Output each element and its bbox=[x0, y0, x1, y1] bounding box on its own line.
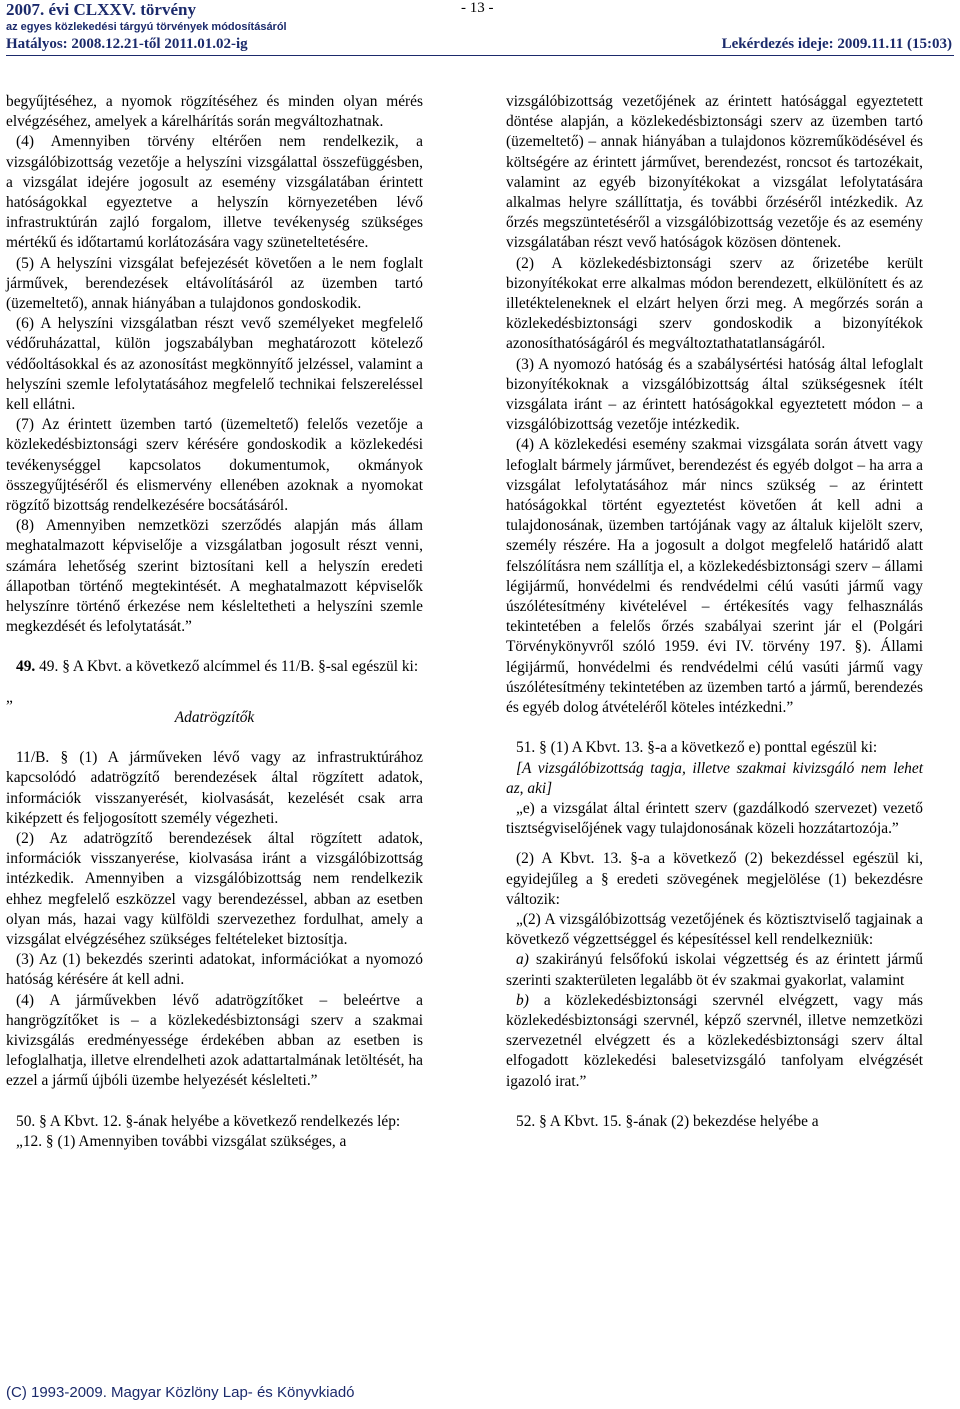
section-52: 52. § A Kbvt. 15. §-ának (2) bekezdése helyébe a bbox=[516, 1112, 819, 1130]
point-b: b) a közlekedésbiztonsági szervnél elvégzett, vagy más közlekedésbiztonsági szervnél, képző szervnél, illetve nemzetközi szervezetnél elvégzett és a közlekedésbiztonsági szerv által elfogadott közlekedési balesetvizsgáló tanfolyam elvégzését igazoló irat.” bbox=[506, 991, 923, 1090]
paragraph: (6) A helyszíni vizsgálatban részt vevő személyeket megfelelő védőruházattal, külön jogszabályban meghatározott kötelező védőoltásokkal és az azonosítást megkönnyítő jelzéssel, valamint a helyszíni szemle lefolytatásához megfelelő technikai felszereléssel kell ellátni. bbox=[6, 315, 423, 414]
document-subtitle: az egyes közlekedési tárgyú törvények módosításáról bbox=[6, 21, 287, 33]
section-49: 49. 49. § A Kbvt. a következő alcímmel és 11/B. §-sal egészül ki: bbox=[16, 658, 419, 676]
spacer bbox=[6, 678, 423, 688]
right-column bbox=[506, 92, 923, 1132]
spacer bbox=[506, 839, 923, 849]
quote-mark: „ bbox=[6, 688, 13, 706]
paragraph: (2) A közlekedésbiztonsági szerv az őrizetébe került bizonyítékokat erre alkalmas módon berendezett, elkülönített és az illetékteleneknek el elzárt helyen őrzi meg. A megőrzés során a közlekedésbiztonsági szerv gondoskodik a bizonyítékok azonosíthatóságáról és megváltoztathatatlanságáról. bbox=[506, 254, 923, 353]
paragraph: (4) Amennyiben törvény eltérően nem rendelkezik, a vizsgálóbizottság vezetője a helyszíni vizsgálattal összefüggésben, a vizsgálat idejére jogosult az esemény vizsgálatában érintett hatóságokkal egyeztetve a helyszín környezetében lévő infrastruktúrán zajló forgalom, illetve tevékenység szükséges mértékű és időtartamú korlátozására vagy szüneteltetésére. bbox=[6, 133, 423, 252]
spacer bbox=[506, 1092, 923, 1112]
validity-period: Hatályos: 2008.12.21-től 2011.01.02-ig bbox=[6, 36, 248, 52]
spacer bbox=[6, 728, 423, 748]
page-number: - 13 - bbox=[461, 0, 494, 16]
spacer bbox=[6, 1092, 423, 1112]
section-50-quote: „12. § (1) Amennyiben további vizsgálat szükséges, a bbox=[16, 1132, 347, 1150]
paragraph: vizsgálóbizottság vezetőjének az érintett hatósággal egyeztetett döntése alapján, a közlekedésbiztonsági szerv az üzemben tartó (üzemeltető) – annak hiányában a tulajdonos közreműködésével és költségére az érintett járművet, berendezést, roncsot és tartozékait, valamint az egyéb bizonyítékokat a vizsgálat lefolytatására alkalmas helyre szállíttatja, és további őrzéséről intézkedik. Az őrzés megszüntetéséről a vizsgálóbizottság vezetője és az esemény vizsgálatában részt vevő hatóságok közösen döntenek. bbox=[506, 93, 923, 252]
left-column bbox=[6, 92, 423, 1152]
subsection-title: Adatrögzítők bbox=[174, 708, 255, 726]
section-51-quote: „(2) A vizsgálóbizottság vezetőjének és köztisztviselő tagjainak a következő végzettséggel és képesítéssel kell rendelkezniük: bbox=[506, 910, 923, 949]
section-51-context: [A vizsgálóbizottság tagja, illetve szakmai kivizsgáló nem lehet az, aki] bbox=[506, 759, 923, 797]
paragraph: begyűjtéséhez, a nyomok rögzítéséhez és minden olyan mérés elvégzéséhez, amelyek a kárelhárítás során megváltozhatnak. bbox=[6, 93, 423, 131]
paragraph: (7) Az érintett üzemben tartó (üzemeltető) felelős vezetője a közlekedésbiztonsági szerv kérésére gondoskodik a közlekedési tevékenységgel kapcsolatos dokumentumok, okmányok összegyűjtéséről és elismervény ellenében azoknak a nyomokat rögzítő bizottság rendelkezésére bocsátásáról. bbox=[6, 416, 423, 515]
spacer bbox=[6, 637, 423, 657]
paragraph-11b-3: (3) Az (1) bekezdés szerinti adatokat, információkat a nyomozó hatóság kérésére át kell adni. bbox=[6, 951, 423, 989]
spacer bbox=[506, 718, 923, 738]
point-a: a) szakirányú felsőfokú iskolai végzettség és az érintett jármű szerinti szakterületen legalább öt év szakmai gyakorlat, valamint bbox=[506, 951, 923, 989]
footer-copyright: (C) 1993-2009. Magyar Közlöny Lap- és Könyvkiadó bbox=[6, 1384, 355, 1401]
paragraph-11b-4: (4) A járművekben lévő adatrögzítőket – beleértve a hangrögzítőket is – a közlekedésbiztonsági szerv a szakmai kivizsgálás eredményessége érdekében abban az esetben is lefoglalhatja, illetve elrendelheti azok adattartalmának letöltését, ha ezzel a jármű újbóli üzembe helyezését késlelteti.” bbox=[6, 991, 423, 1090]
query-time: Lekérdezés ideje: 2009.11.11 (15:03) bbox=[721, 36, 952, 52]
section-50: 50. § A Kbvt. 12. §-ának helyébe a következő rendelkezés lép: bbox=[16, 1112, 401, 1130]
paragraph: (5) A helyszíni vizsgálat befejezését követően a le nem foglalt járművek, berendezések eltávolításáról az üzemben tartó (üzemeltető), annak hiányában a tulajdonos gondoskodik. bbox=[6, 254, 423, 313]
paragraph-11b-2: (2) Az adatrögzítő berendezések által rögzített adatok, információk visszanyerése, kiolvasása iránt a vizsgálóbizottság intézkedik. Amennyiben a vizsgálóbizottság nem rendelkezik ehhez megfelelő eszközzel vagy berendezéssel, abban az esetben olyan más, hazai vagy külföldi szervezethez fordulhat, amely a vizsgálat elvégzéséhez szükséges feltételeket biztosítja. bbox=[6, 829, 423, 948]
section-51-point-e: „e) a vizsgálat által érintett szerv (gazdálkodó szervezet) vezető tisztségviselőjének vagy tulajdonosának közeli hozzátartozója.” bbox=[506, 799, 923, 838]
paragraph: (4) A közlekedési esemény szakmai vizsgálata során átvett vagy lefoglalt bármely járművet, berendezést és egyéb dolgot – ha arra a vizsgálat lefolytatásához már nincs szükség – az érintett hatóságokkal történt egyeztetést követően át kell adni a tulajdonosának, üzemben tartójának vagy az általuk kijelölt szerv, személy részére. Ha a jogosult a dolgot megfelelő határidő alatt felszólításra nem szállítja el, a közlekedésbiztonsági szerv – állami légijármű, honvédelmi és rendvédelmi célú vasúti jármű vagy úszólétesítmény kivételével – értékesítés vagy felhasználás tekintetében a felelős őrzés szabályai szerint jár el (Polgári Törvénykönyvről szóló 1959. évi IV. törvény 197. §). Állami légijármű, honvédelmi és rendvédelmi célú vasúti jármű vagy úszólétesítmény tekintetében az üzemben tartó a jármű, berendezés és egyéb dolog átvételéről köteles intézkedni.” bbox=[506, 436, 923, 717]
section-51: 51. § (1) A Kbvt. 13. §-a a következő e) ponttal egészül ki: bbox=[516, 739, 878, 757]
paragraph: (8) Amennyiben nemzetközi szerződés alapján más állam meghatalmazott képviselője a vizsgálatban jogosult részt venni, számára lehetőség szerint biztosítani kell a helyszín eredeti állapotban történő megtekintését. A meghatalmazott képviselők helyszínre történő érkezése nem késleltetheti a helyszíni szemle megkezdését és lefolytatását.” bbox=[6, 517, 423, 636]
header-divider bbox=[6, 55, 954, 56]
section-51-2: (2) A Kbvt. 13. §-a a következő (2) bekezdéssel egészül ki, egyidejűleg a § eredeti szövegének megjelölése (1) bekezdésre változik: bbox=[506, 850, 923, 908]
paragraph-11b-1: 11/B. § (1) A járműveken lévő vagy az infrastruktúrához kapcsolódó adatrögzítő berendezések által rögzített adatok, információk visszanyerését, kiolvasását, kezelését csak arra kiképzett és feljogosított személy végezheti. bbox=[6, 749, 423, 827]
document-title: 2007. évi CLXXV. törvény bbox=[6, 0, 196, 19]
paragraph: (3) A nyomozó hatóság és a szabálysértési hatóság által lefoglalt bizonyítékoknak a vizsgálóbizottság által szükségesnek ítélt vizsgálata iránt – az érintett hatóságokkal egyeztetett módon – a vizsgálóbizottság vezetője intézkedik. bbox=[506, 355, 923, 434]
